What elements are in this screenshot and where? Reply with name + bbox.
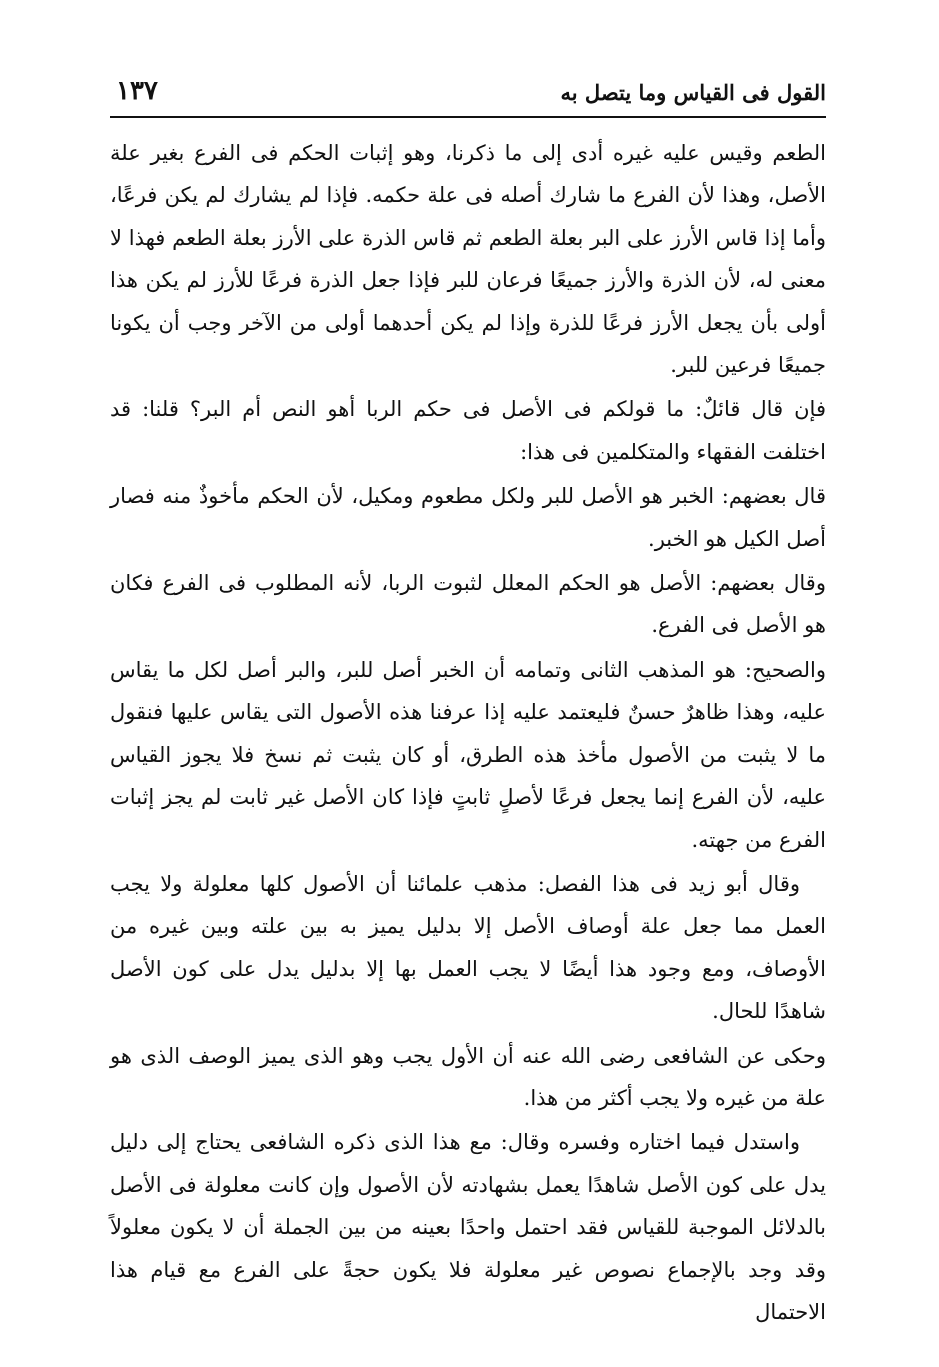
running-title: القول فى القياس وما يتصل به <box>560 80 826 105</box>
paragraph: وحكى عن الشافعى رضى الله عنه أن الأول يجب وهو الذى يميز الوصف الذى هو علة من غيره ولا يجب أكثر من هذا. <box>110 1043 826 1110</box>
page-number: ١٣٧ <box>116 76 158 106</box>
paragraph: واستدل فيما اختاره وفسره وقال: مع هذا الذى ذكره الشافعى يحتاج إلى دليل يدل على كون الأصل شاهدًا يعمل بشهادته لأن الأصول وإن كانت معلولة فى الأصل بالدلائل الموجبة للقياس فقد احتمل واحدًا بعينه من بين الجملة أن لا يكون معلولاً وقد وجد بالإجماع نصوص غير معلولة فلا يكون حجةً على الفرع مع قيام هذا الاحتمال <box>110 1130 826 1324</box>
paragraph: قال بعضهم: الخبر هو الأصل للبر ولكل مطعوم ومكيل، لأن الحكم مأخوذٌ منه فصار أصل الكيل هو الخبر. <box>110 484 826 551</box>
paragraph: فإن قال قائلٌ: ما قولكم فى الأصل فى حكم الربا أهو النص أم البر؟ قلنا: قد اختلفت الفقهاء والمتكلمين فى هذا: <box>110 397 826 464</box>
book-page <box>110 70 826 1330</box>
paragraph: والصحيح: هو المذهب الثانى وتمامه أن الخبر أصل للبر، والبر أصل لكل ما يقاس عليه، وهذا ظاهرٌ حسنٌ فليعتمد عليه إذا عرفنا هذه الأصول التى يقاس عليها فنقول ما لا يثبت من الأصول مأخذ هذه الطرق، أو كان يثبت ثم نسخ فلا يجوز القياس عليه، لأن الفرع إنما يجعل فرعًا لأصلٍ ثابتٍ فإذا كان الأصل غير ثابت لم يجز إثبات الفرع من جهته. <box>110 657 826 852</box>
paragraph: الطعم وقيس عليه غيره أدى إلى ما ذكرنا، وهو إثبات الحكم فى الفرع بغير علة الأصل، وهذا لأن الفرع ما شارك أصله فى علة حكمه. فإذا لم يشارك لم يكن فرعًا، وأما إذا قاس الأرز على البر بعلة الطعم ثم قاس الذرة على الأرز بعلة الطعم فهذا لا معنى له، لأن الذرة والأرز جميعًا فرعان للبر فإذا جعل الذرة فرعًا للأرز لم يكن هذا أولى بأن يجعل الأرز فرعًا للذرة وإذا لم يكن أحدهما أولى من الآخر وجب أن يكونا جميعًا فرعين للبر. <box>110 141 826 378</box>
paragraph: وقال أبو زيد فى هذا الفصل: مذهب علمائنا أن الأصول كلها معلولة ولا يجب العمل مما جعل علة أوصاف الأصل إلا بدليل يميز به بين علته وبين غيره من الأوصاف، ومع وجود هذا أيضًا لا يجب العمل بها إلا بدليل يدل على كون الأصل شاهدًا للحال. <box>110 871 826 1024</box>
page-body <box>110 132 826 1333</box>
page-header <box>110 70 826 118</box>
paragraph: وقال بعضهم: الأصل هو الحكم المعلل لثبوت الربا، لأنه المطلوب فى الفرع فكان هو الأصل فى الفرع. <box>110 571 826 638</box>
